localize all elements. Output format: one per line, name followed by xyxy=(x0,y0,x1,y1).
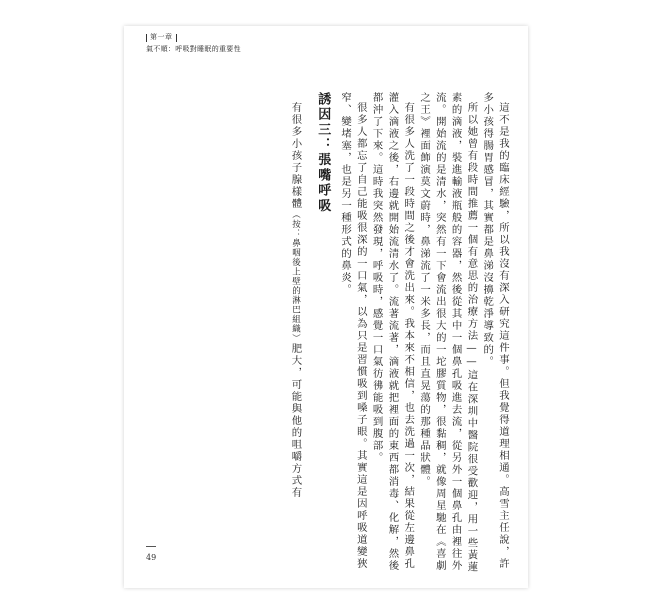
chapter-text: 第一章 xyxy=(150,33,173,41)
paragraph-5-annotation: （按：鼻咽後上壁的淋巴組織） xyxy=(290,210,301,344)
paragraph-5 xyxy=(287,92,303,580)
chapter-label xyxy=(146,33,241,42)
section-heading: 誘因三：張嘴呼吸 xyxy=(315,92,331,214)
paragraph-4: 很多人都忘了自己能吸很深的一口氣，以為只是習慣吸到嗓子眼。其實這是因呼吸道變狹窄、變堵塞，也是另一種形式的鼻炎。 xyxy=(339,92,367,571)
page-number: 49 xyxy=(146,553,157,562)
vertical-text-body xyxy=(160,92,510,580)
page-footer xyxy=(146,546,156,562)
paragraph-5-start: 有很多小孩子腺樣體 xyxy=(289,102,302,211)
chapter-subtitle: 氣不順：呼吸對睡眠的重要性 xyxy=(146,45,241,53)
footer-rule xyxy=(146,546,156,547)
chapter-bar-left xyxy=(146,34,147,42)
paragraph-1: 這不是我的臨床經驗，所以我沒有深入研究這件事。但我覺得道理相通。高雪主任說，許多小孩得腸胃感冒，其實都是鼻涕沒擤乾淨導致的。 xyxy=(481,92,509,571)
chapter-bar-right xyxy=(176,34,177,42)
paragraph-2: 所以她曾有段時間推薦一個有意思的治療方法——這在深圳中醫院很受歡迎，用一些黃蓮素的滴液，裝進輸液瓶般的容器，然後從其中一個鼻孔吸進去流，從另外一個鼻孔由裡往外流。開始流的是清水，突然有一下會流出很大的一坨膠質物，很黏稠，就像周星馳在《喜劇之王》裡面飾演莫文蔚時，鼻涕流了一米多長，而且直晃蕩的那種晶狀體。 xyxy=(418,92,478,574)
running-header xyxy=(146,33,241,55)
paragraph-5-end: 肥大，可能與他的咀嚼方式有 xyxy=(289,343,302,500)
paragraph-3: 有很多人洗了一段時間之後才會洗出來。我本來不相信，也去洗過一次，結果從左邊鼻孔灌入滴液之後，右邊就開始流清水了。流著流著，滴液就把裡面的東西都消毒、化解，然後都沖了下來。這時我突然發現，呼吸時，感覺一口氣彷彿能吸到腹部。 xyxy=(370,92,415,572)
